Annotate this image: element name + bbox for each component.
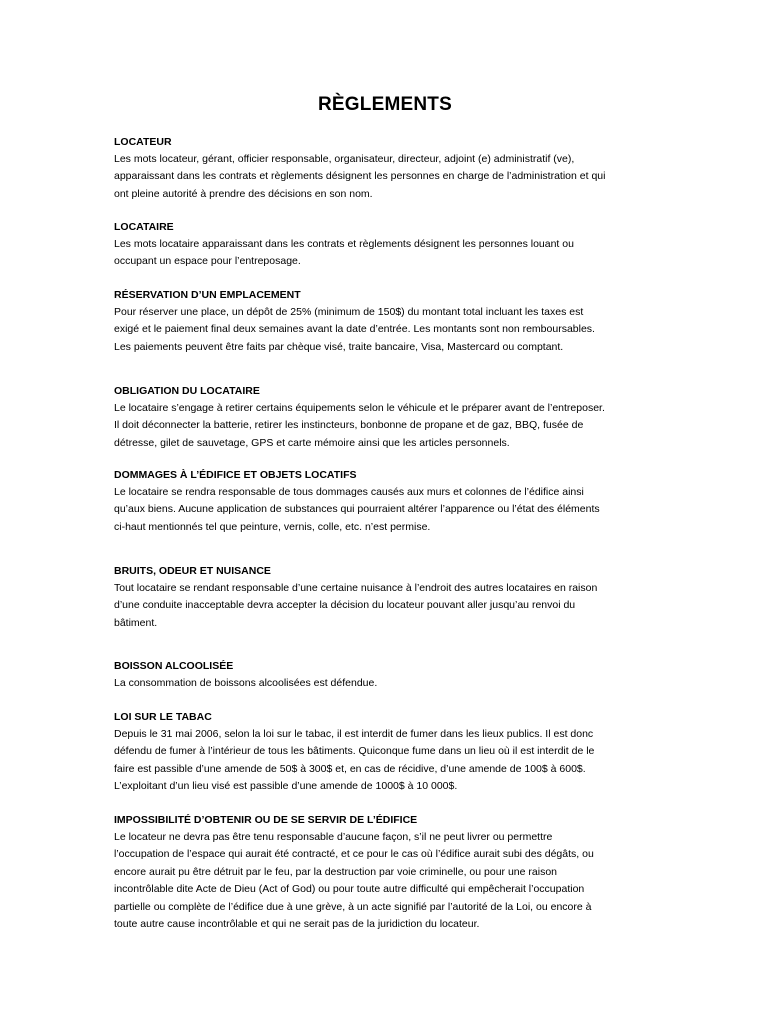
section-body: Depuis le 31 mai 2006, selon la loi sur le tabac, il est interdit de fumer dans les lieux publics. Il est donc défendu de fumer à l’intérieur de tous les bâtiments. Quiconque fume dans un lieu où il est interdit de le faire est passible d’une amende de 50$ à 300$ et, en cas de récidive, d’une amende de 100$ à 600$. L’exploitant d’un lieu visé est passible d’une amende de 1000$ à 10 000$. bbox=[114, 728, 595, 793]
section-heading: RÉSERVATION D’UN EMPLACEMENT bbox=[114, 289, 301, 301]
section-reservation bbox=[114, 287, 674, 356]
section-loi-tabac bbox=[114, 709, 674, 796]
section-heading: LOCATEUR bbox=[114, 136, 172, 148]
section-body: Le locataire se rendra responsable de tous dommages causés aux murs et colonnes de l’édifice ainsi qu’aux biens. Aucune application de substances qui pourraient altérer l’apparence ou l’état des éléments ci-haut mentionnés tel que peinture, vernis, colle, etc. n’est permise. bbox=[114, 486, 600, 533]
section-body: Le locataire s’engage à retirer certains équipements selon le véhicule et le préparer avant de l’entreposer. Il doit déconnecter la batterie, retirer les instincteurs, bonbonne de propane et de gaz, BBQ, fusée de détresse, gilet de sauvetage, GPS et carte mémoire ainsi que les articles personnels. bbox=[114, 402, 605, 449]
section-bruits bbox=[114, 563, 674, 632]
section-obligation-locataire bbox=[114, 383, 674, 452]
section-heading: BRUITS, ODEUR ET NUISANCE bbox=[114, 565, 271, 577]
section-heading: OBLIGATION DU LOCATAIRE bbox=[114, 385, 260, 397]
section-body: Les mots locateur, gérant, officier responsable, organisateur, directeur, adjoint (e) administratif (ve), apparaissant dans les contrats et règlements désignent les personnes en charge de l’administration et qui ont pleine autorité à prendre des décisions en son nom. bbox=[114, 153, 606, 200]
section-body: Le locateur ne devra pas être tenu responsable d’aucune façon, s’il ne peut livrer ou permettre l’occupation de l’espace qui aurait été contracté, et ce pour le cas où l’édifice aurait subi des dégâts, ou encore aurait pu être détruit par le feu, par la destruction par voie criminelle, ou pour une raison incontrôlable dite Acte de Dieu (Act of God) ou pour toute autre difficulté qui empêcherait l’occupation partielle ou complète de l’édifice due à une grève, à un acte signifié par l’autorité de la Loi, ou encore à toute autre cause incontrôlable et qui ne serait pas de la juridiction du locateur. bbox=[114, 831, 594, 931]
section-body: Tout locataire se rendant responsable d’une certaine nuisance à l’endroit des autres locataires en raison d’une conduite inacceptable devra accepter la décision du locateur pouvant aller jusqu’au renvoi du bâtiment. bbox=[114, 582, 598, 629]
document-title: RÈGLEMENTS bbox=[318, 94, 452, 115]
section-dommages bbox=[114, 467, 674, 536]
section-body: Pour réserver une place, un dépôt de 25% (minimum de 150$) du montant total incluant les taxes est exigé et le paiement final deux semaines avant la date d’entrée. Les montants sont non remboursables. Les paiements peuvent être faits par chèque visé, traite bancaire, Visa, Mastercard ou comptant. bbox=[114, 306, 595, 353]
section-impossibilite bbox=[114, 812, 674, 933]
section-locataire bbox=[114, 219, 674, 271]
section-locateur bbox=[114, 134, 674, 203]
section-heading: DOMMAGES À L’ÉDIFICE ET OBJETS LOCATIFS bbox=[114, 469, 357, 481]
section-body: La consommation de boissons alcoolisées est défendue. bbox=[114, 677, 378, 689]
section-boisson bbox=[114, 658, 674, 692]
section-body: Les mots locataire apparaissant dans les contrats et règlements désignent les personnes louant ou occupant un espace pour l’entreposage. bbox=[114, 238, 574, 268]
section-heading: LOCATAIRE bbox=[114, 221, 174, 233]
section-heading: LOI SUR LE TABAC bbox=[114, 711, 212, 723]
section-heading: BOISSON ALCOOLISÉE bbox=[114, 660, 234, 672]
section-heading: IMPOSSIBILITÉ D’OBTENIR OU DE SE SERVIR DE L’ÉDIFICE bbox=[114, 814, 418, 826]
